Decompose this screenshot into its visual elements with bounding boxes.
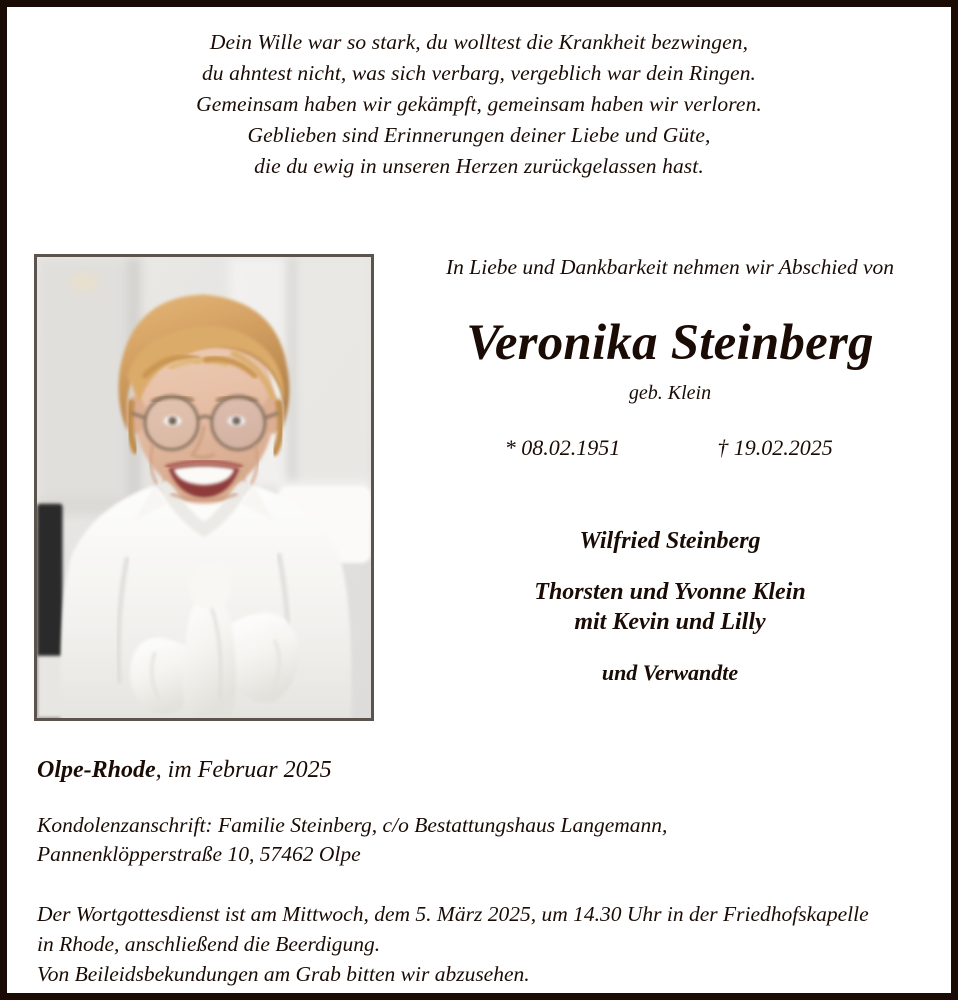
poem-line: die du ewig in unseren Herzen zurückgelassen hast. (254, 154, 704, 178)
mourner-family (389, 577, 951, 637)
notice-inner (7, 7, 951, 993)
memorial-column (389, 254, 951, 687)
memorial-intro: In Liebe und Dankbarkeit nehmen wir Abschied von (445, 255, 895, 279)
poem-line: du ahntest nicht, was sich verbarg, vergeblich war dein Ringen. (201, 61, 757, 85)
mourner-line: Thorsten und Yvonne Klein (534, 579, 806, 605)
service-details (37, 899, 933, 989)
mourner-relatives: und Verwandte (601, 660, 739, 685)
condolence-line: Kondolenzanschrift: Familie Steinberg, c/o Bestattungshaus Langemann, (37, 813, 668, 837)
memorial-poem (7, 27, 951, 182)
portrait-photo-canvas (37, 257, 371, 718)
mourner-primary: Wilfried Steinberg (579, 528, 761, 554)
portrait-photo (34, 254, 374, 721)
poem-line: Gemeinsam haben wir gekämpft, gemeinsam haben wir verloren. (196, 92, 762, 116)
service-line: Der Wortgottesdienst ist am Mittwoch, dem 5. März 2025, um 14.30 Uhr in der Friedhofskapelle (37, 902, 869, 926)
poem-line: Geblieben sind Erinnerungen deiner Liebe und Güte, (247, 123, 711, 147)
notice-date: , im Februar 2025 (155, 757, 332, 783)
maiden-name: geb. Klein (628, 382, 712, 404)
place-name: Olpe-Rhode (37, 757, 156, 783)
service-line: Von Beileidsbekundungen am Grab bitten wir abzusehen. (37, 962, 530, 986)
condolence-address (37, 811, 933, 869)
mourners-list (389, 527, 951, 687)
birth-date: * 08.02.1951 (504, 435, 621, 460)
life-dates (389, 435, 951, 461)
death-date: † 19.02.2025 (717, 435, 833, 460)
deceased-name: Veronika Steinberg (466, 315, 874, 371)
mourner-line: mit Kevin und Lilly (574, 609, 766, 635)
condolence-line: Pannenklöpperstraße 10, 57462 Olpe (37, 842, 361, 866)
place-and-date (37, 755, 933, 785)
portrait-illustration (37, 257, 371, 718)
poem-line: Dein Wille war so stark, du wolltest die Krankheit bezwingen, (209, 30, 749, 54)
notice-footer (37, 755, 933, 989)
service-line: in Rhode, anschließend die Beerdigung. (37, 932, 381, 956)
